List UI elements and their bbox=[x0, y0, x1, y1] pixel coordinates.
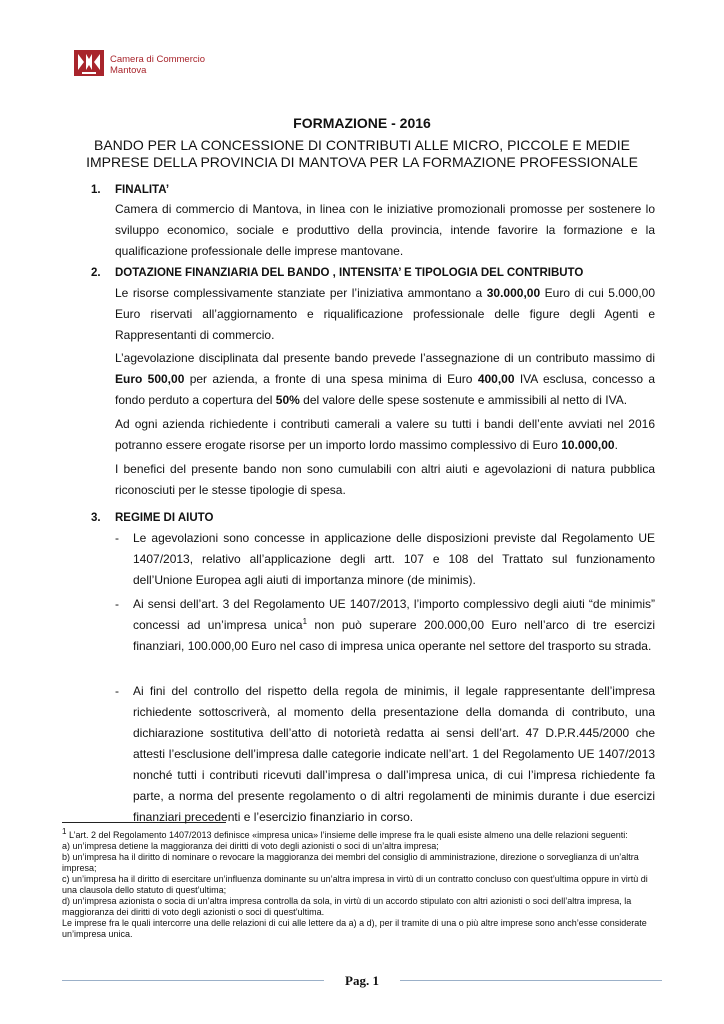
max-total-amount: 10.000,00 bbox=[561, 438, 615, 452]
section-2-paragraph-4: I benefici del presente bando non sono cumulabili con altri aiuti e agevolazioni di natura pubblica riconosciuti per le stesse tipologie di spesa. bbox=[115, 462, 655, 497]
bullet-item-3 bbox=[115, 681, 655, 828]
section-title: REGIME DI AIUTO bbox=[115, 512, 214, 524]
text-run: per azienda, a fronte di una spesa minima di Euro bbox=[184, 372, 478, 386]
section-3-heading bbox=[91, 512, 213, 524]
bullet-text: Ai fini del controllo del rispetto della regola de minimis, il legale rappresentante dell’impresa richiedente sottoscriverà, al momento della presentazione della domanda di contributo, una dichiarazione sostitutiva dell’atto di notorietà redatta ai sensi dell’art. 47 D.P.R.445/2000 che attesti l’esclusione dell’impresa dalle categorie indicate nell’art. 1 del Regolamento UE 1407/2013 nonché tutti i contributi ricevuti dall’impresa o dall’impresa unica, di cui l’impresa richiedente fa parte, a norma del presente regolamento o di altri regolamenti de minimis durante i due esercizi finanziari precedenti e l’esercizio finanziario in corso. bbox=[133, 684, 655, 824]
text-run: IVA esclusa, concesso a fondo perduto a copertura del bbox=[115, 372, 656, 407]
coverage-percent: 50% bbox=[275, 393, 300, 407]
chamber-emblem-icon bbox=[74, 48, 104, 78]
chamber-logo bbox=[74, 48, 214, 88]
document-title: FORMAZIONE - 2016 bbox=[293, 115, 431, 131]
text-run: non può superare 200.000,00 Euro nell’arco di tre esercizi finanziari, 100.000,00 Euro nel caso di impresa unica operante nel settore del trasporto su strada. bbox=[133, 618, 656, 653]
footer-rule-right bbox=[400, 980, 662, 981]
text-run: L’agevolazione disciplinata dal presente bando prevede l’assegnazione di un contributo massimo di bbox=[115, 351, 655, 365]
logo-line-2: Mantova bbox=[110, 65, 147, 76]
footnote-number: 1 bbox=[62, 827, 67, 836]
bullet-item-1 bbox=[115, 528, 655, 591]
footnote-line: a) un’impresa detiene la maggioranza dei diritti di voto degli azionisti o soci di un’altra impresa; bbox=[62, 841, 439, 851]
footer-rule-left bbox=[62, 980, 324, 981]
section-number: 3. bbox=[91, 512, 101, 524]
footnote bbox=[62, 827, 662, 940]
bullet-text: Le agevolazioni sono concesse in applicazione delle disposizioni previste dal Regolamento UE 1407/2013, relativo all’applicazione degli artt. 107 e 108 del Trattato sul funzionamento dell’Unione Europea agli aiuti di importanza minore (de minimis). bbox=[133, 531, 655, 587]
section-number: 2. bbox=[91, 267, 101, 279]
footnote-ref[interactable]: 1 bbox=[302, 617, 308, 626]
section-title: DOTAZIONE FINANZIARIA DEL BANDO , INTENSITA’ E TIPOLOGIA DEL CONTRIBUTO bbox=[115, 267, 584, 279]
logo-line-1: Camera di Commercio bbox=[110, 54, 206, 65]
text-run: Ai sensi dell’art. 3 del Regolamento UE 1407/2013, l’importo complessivo degli aiuti “de minimis” concessi ad un’impresa unica bbox=[133, 597, 655, 632]
footnote-line: Le imprese fra le quali intercorre una delle relazioni di cui alle lettere da a) a d), per il tramite di una o più altre imprese sono anch’esse considerate un’impresa unica. bbox=[62, 918, 647, 939]
document-subtitle bbox=[62, 137, 662, 171]
section-1-paragraph: Camera di commercio di Mantova, in linea con le iniziative promozionali promosse per sostenere lo sviluppo economico, sociale e produttivo della provincia, intende favorire la formazione e la qualificazione professionale delle imprese mantovane. bbox=[115, 202, 655, 258]
section-2-paragraph-3 bbox=[115, 414, 655, 456]
section-number: 1. bbox=[91, 184, 101, 196]
section-1-heading bbox=[91, 184, 169, 196]
subtitle-line-1: BANDO PER LA CONCESSIONE DI CONTRIBUTI ALLE MICRO, PICCOLE E MEDIE bbox=[94, 137, 630, 153]
bullet-dash: - bbox=[115, 684, 119, 698]
section-title: FINALITA’ bbox=[115, 184, 170, 196]
total-funds-amount: 30.000,00 bbox=[486, 286, 541, 300]
footnote-divider bbox=[62, 822, 226, 823]
section-2-paragraph-2 bbox=[115, 348, 655, 411]
text-run: del valore delle spese sostenute e ammissibili al netto di IVA. bbox=[299, 393, 628, 407]
section-2-paragraph-1 bbox=[115, 283, 655, 346]
footnote-line: d) un’impresa azionista o socia di un’altra impresa controlla da sola, in virtù di un accordo stipulato con altri azionisti o soci dell’altra impresa, la maggioranza dei diritti di voto degli azionisti o soci di quest’ultima. bbox=[62, 896, 632, 917]
page-number: Pag. 1 bbox=[345, 973, 379, 988]
min-expense: 400,00 bbox=[477, 372, 515, 386]
text-run: . bbox=[614, 438, 618, 452]
text-run: Le risorse complessivamente stanziate per l’iniziativa ammontano a bbox=[115, 286, 487, 300]
bullet-item-2 bbox=[115, 594, 655, 657]
footnote-line bbox=[62, 827, 662, 841]
chamber-name bbox=[110, 54, 205, 76]
subtitle-line-2: IMPRESE DELLA PROVINCIA DI MANTOVA PER LA FORMAZIONE PROFESSIONALE bbox=[86, 154, 638, 170]
bullet-dash: - bbox=[115, 597, 119, 611]
bullet-dash: - bbox=[115, 531, 119, 545]
bullet-text bbox=[133, 594, 655, 657]
text-run: L’art. 2 del Regolamento 1407/2013 definisce «impresa unica» l’insieme delle imprese fra le quali esiste almeno una delle relazioni seguenti: bbox=[66, 830, 628, 840]
text-run: Euro di cui 5.000,00 Euro riservati all’aggiornamento e riqualificazione professionale delle figure degli Agenti e Rappresentanti di commercio. bbox=[115, 286, 656, 342]
footnote-line: b) un’impresa ha il diritto di nominare o revocare la maggioranza dei membri del consiglio di amministrazione, direzione o sorveglianza di un’altra impresa; bbox=[62, 852, 639, 873]
text-run: Ad ogni azienda richiedente i contributi camerali a valere su tutti i bandi dell’ente avviati nel 2016 potranno essere erogate risorse per un importo lordo massimo complessivo di Euro bbox=[115, 417, 655, 452]
page-footer bbox=[62, 973, 662, 991]
footnote-line: c) un’impresa ha il diritto di esercitare un’influenza dominante su un’altra impresa in virtù di un contratto concluso con quest’ultima oppure in virtù di una clausola dello statuto di quest’ultima; bbox=[62, 874, 648, 895]
section-2-heading bbox=[91, 267, 583, 279]
max-contribution: Euro 500,00 bbox=[115, 372, 185, 386]
